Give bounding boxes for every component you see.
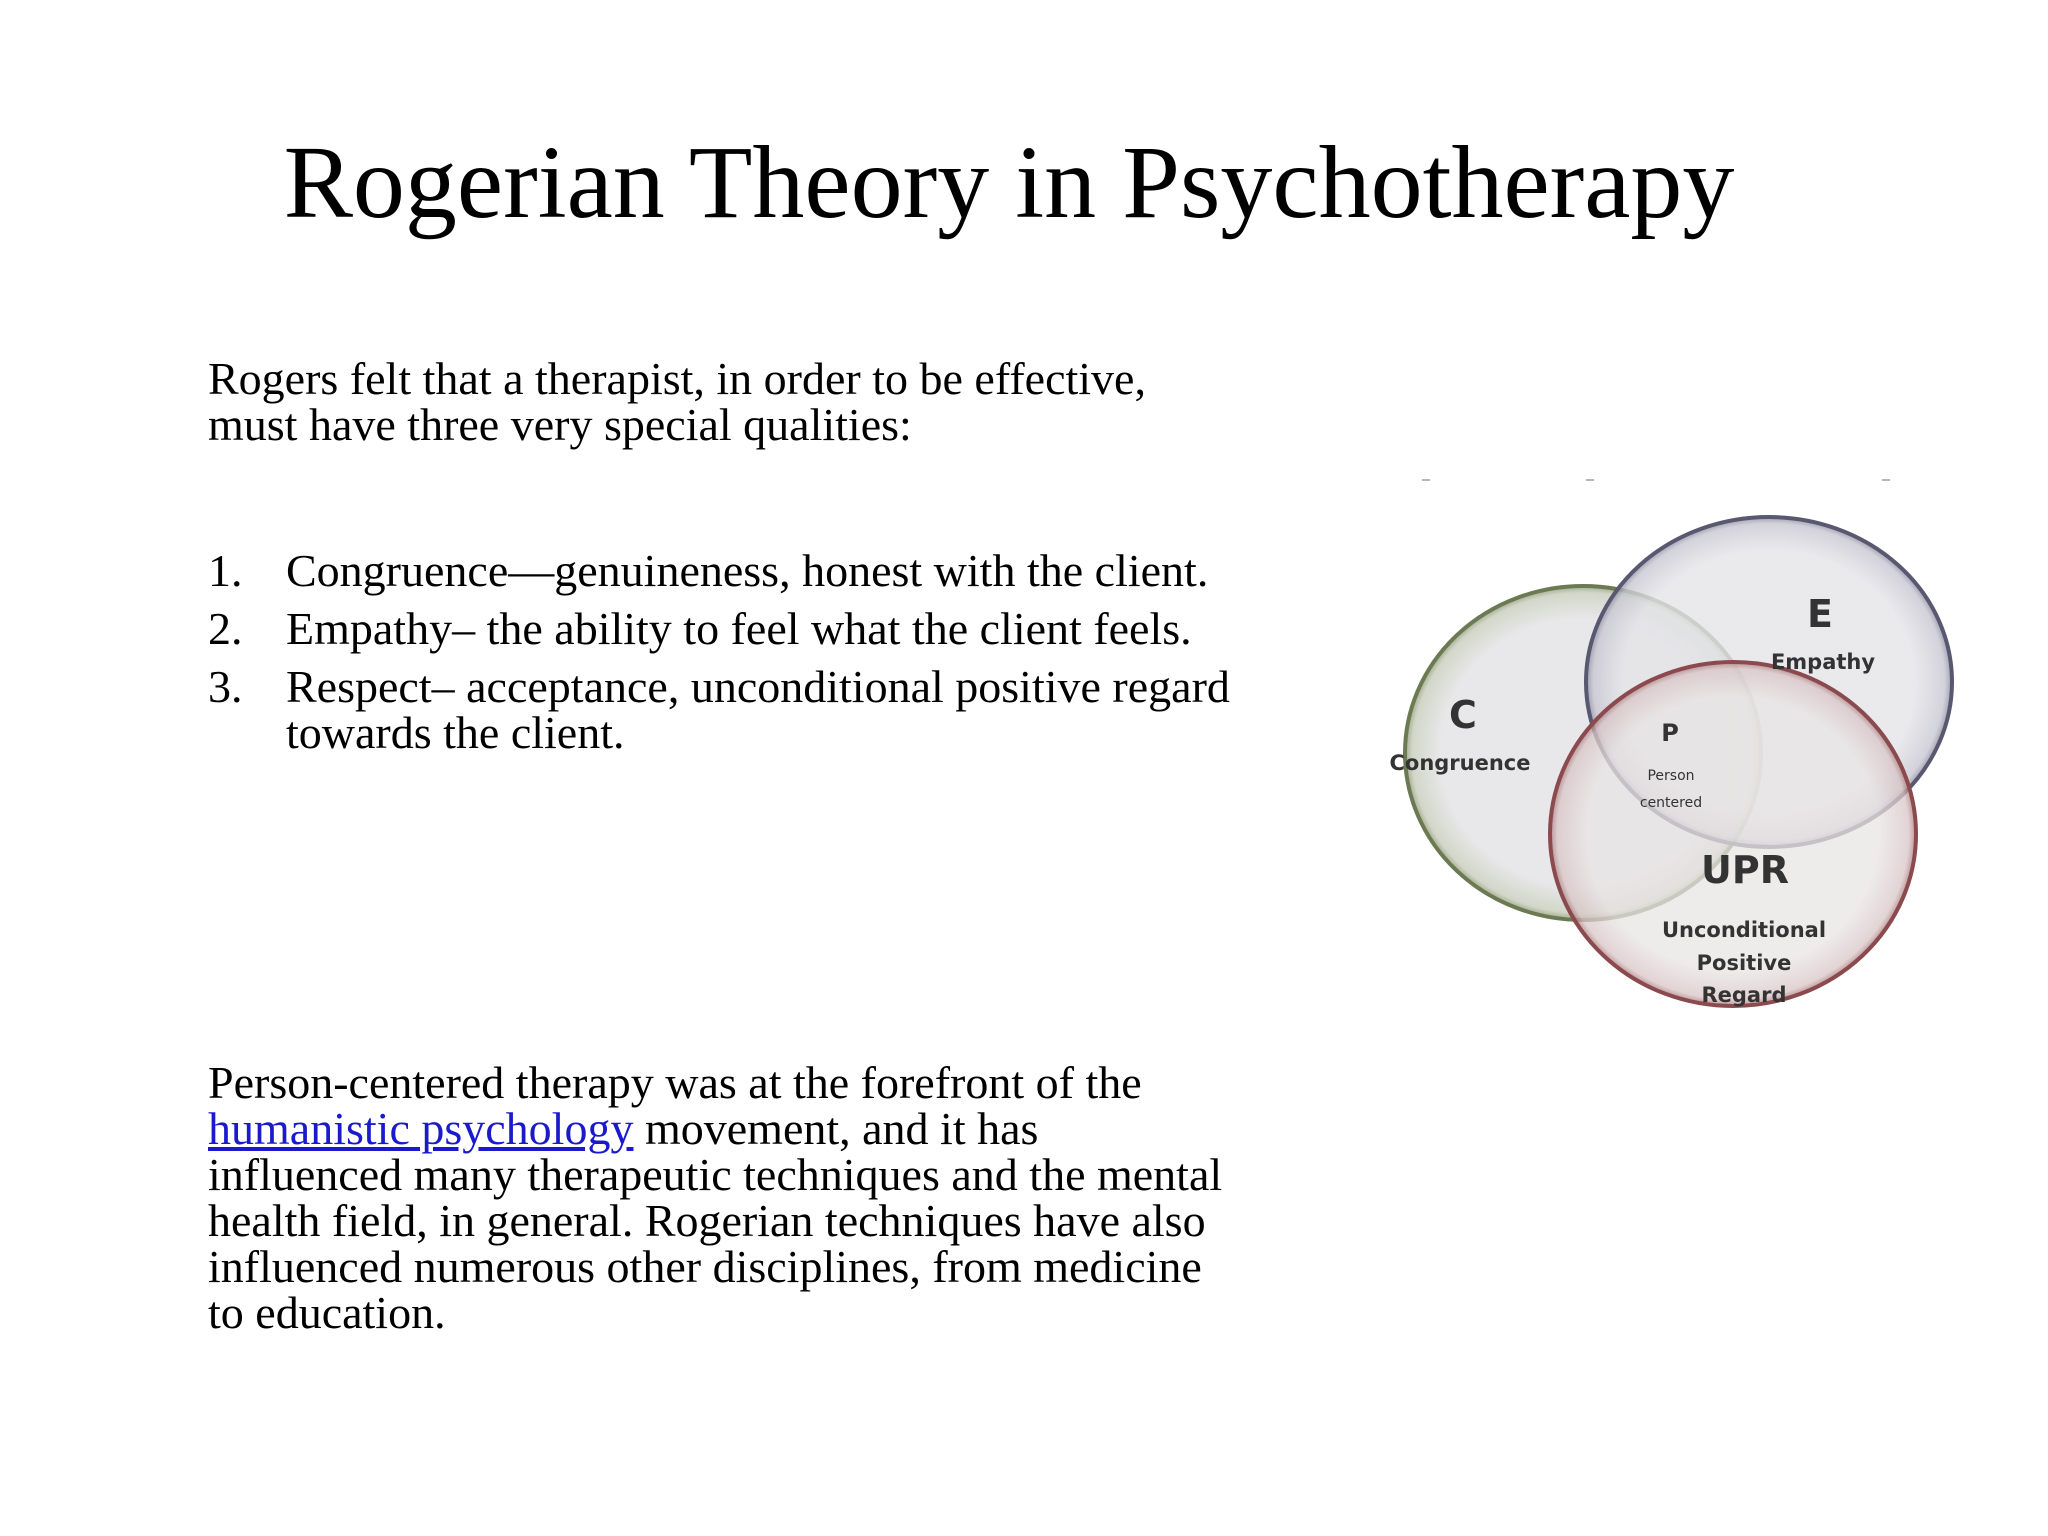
humanistic-psychology-link[interactable]: humanistic psychology	[208, 1103, 634, 1154]
congruence-letter: C	[1449, 693, 1477, 737]
slide-title: Rogerian Theory in Psychotherapy	[283, 125, 1735, 240]
closing-line: to education.	[208, 1287, 446, 1338]
closing-line: health field, in general. Rogerian techniques have also	[208, 1195, 1206, 1246]
closing-paragraph	[208, 1057, 1223, 1338]
congruence-label: Congruence	[1389, 751, 1531, 775]
closing-line-rest: movement, and it has	[633, 1103, 1039, 1154]
closing-line: influenced many therapeutic techniques and the mental	[208, 1149, 1223, 1200]
list-number: 1.	[208, 545, 243, 596]
intro-line: must have three very special qualities:	[208, 399, 912, 450]
person-centered-label: centered	[1639, 795, 1703, 811]
closing-line: Person-centered therapy was at the forefront of the	[208, 1057, 1142, 1108]
upr-label: Unconditional	[1661, 918, 1827, 942]
upr-letter: UPR	[1701, 848, 1789, 892]
list-item-text: Empathy– the ability to feel what the client feels.	[286, 603, 1192, 654]
qualities-list	[208, 545, 1230, 768]
closing-line	[208, 1103, 1222, 1154]
list-item-text: Congruence—genuineness, honest with the client.	[286, 545, 1209, 596]
person-centered-label: Person	[1647, 768, 1695, 784]
venn-diagram	[1360, 470, 1960, 1050]
list-item-text-continued: towards the client.	[286, 707, 625, 758]
empathy-letter: E	[1807, 592, 1833, 636]
list-item-text: Respect– acceptance, unconditional positive regard	[286, 661, 1230, 712]
list-number: 3.	[208, 661, 243, 712]
closing-line: influenced numerous other disciplines, from medicine	[208, 1241, 1202, 1292]
diagram-top-marks	[1422, 479, 1890, 481]
list-item	[208, 603, 1230, 654]
person-centered-letter: P	[1661, 719, 1679, 747]
upr-label: Positive	[1696, 951, 1792, 975]
intro-line: Rogers felt that a therapist, in order to be effective,	[208, 353, 1146, 404]
list-item	[208, 661, 1230, 758]
intro-paragraph	[208, 353, 1146, 450]
empathy-label: Empathy	[1770, 650, 1876, 674]
list-number: 2.	[208, 603, 243, 654]
upr-label: Regard	[1701, 983, 1787, 1007]
list-item	[208, 545, 1230, 596]
